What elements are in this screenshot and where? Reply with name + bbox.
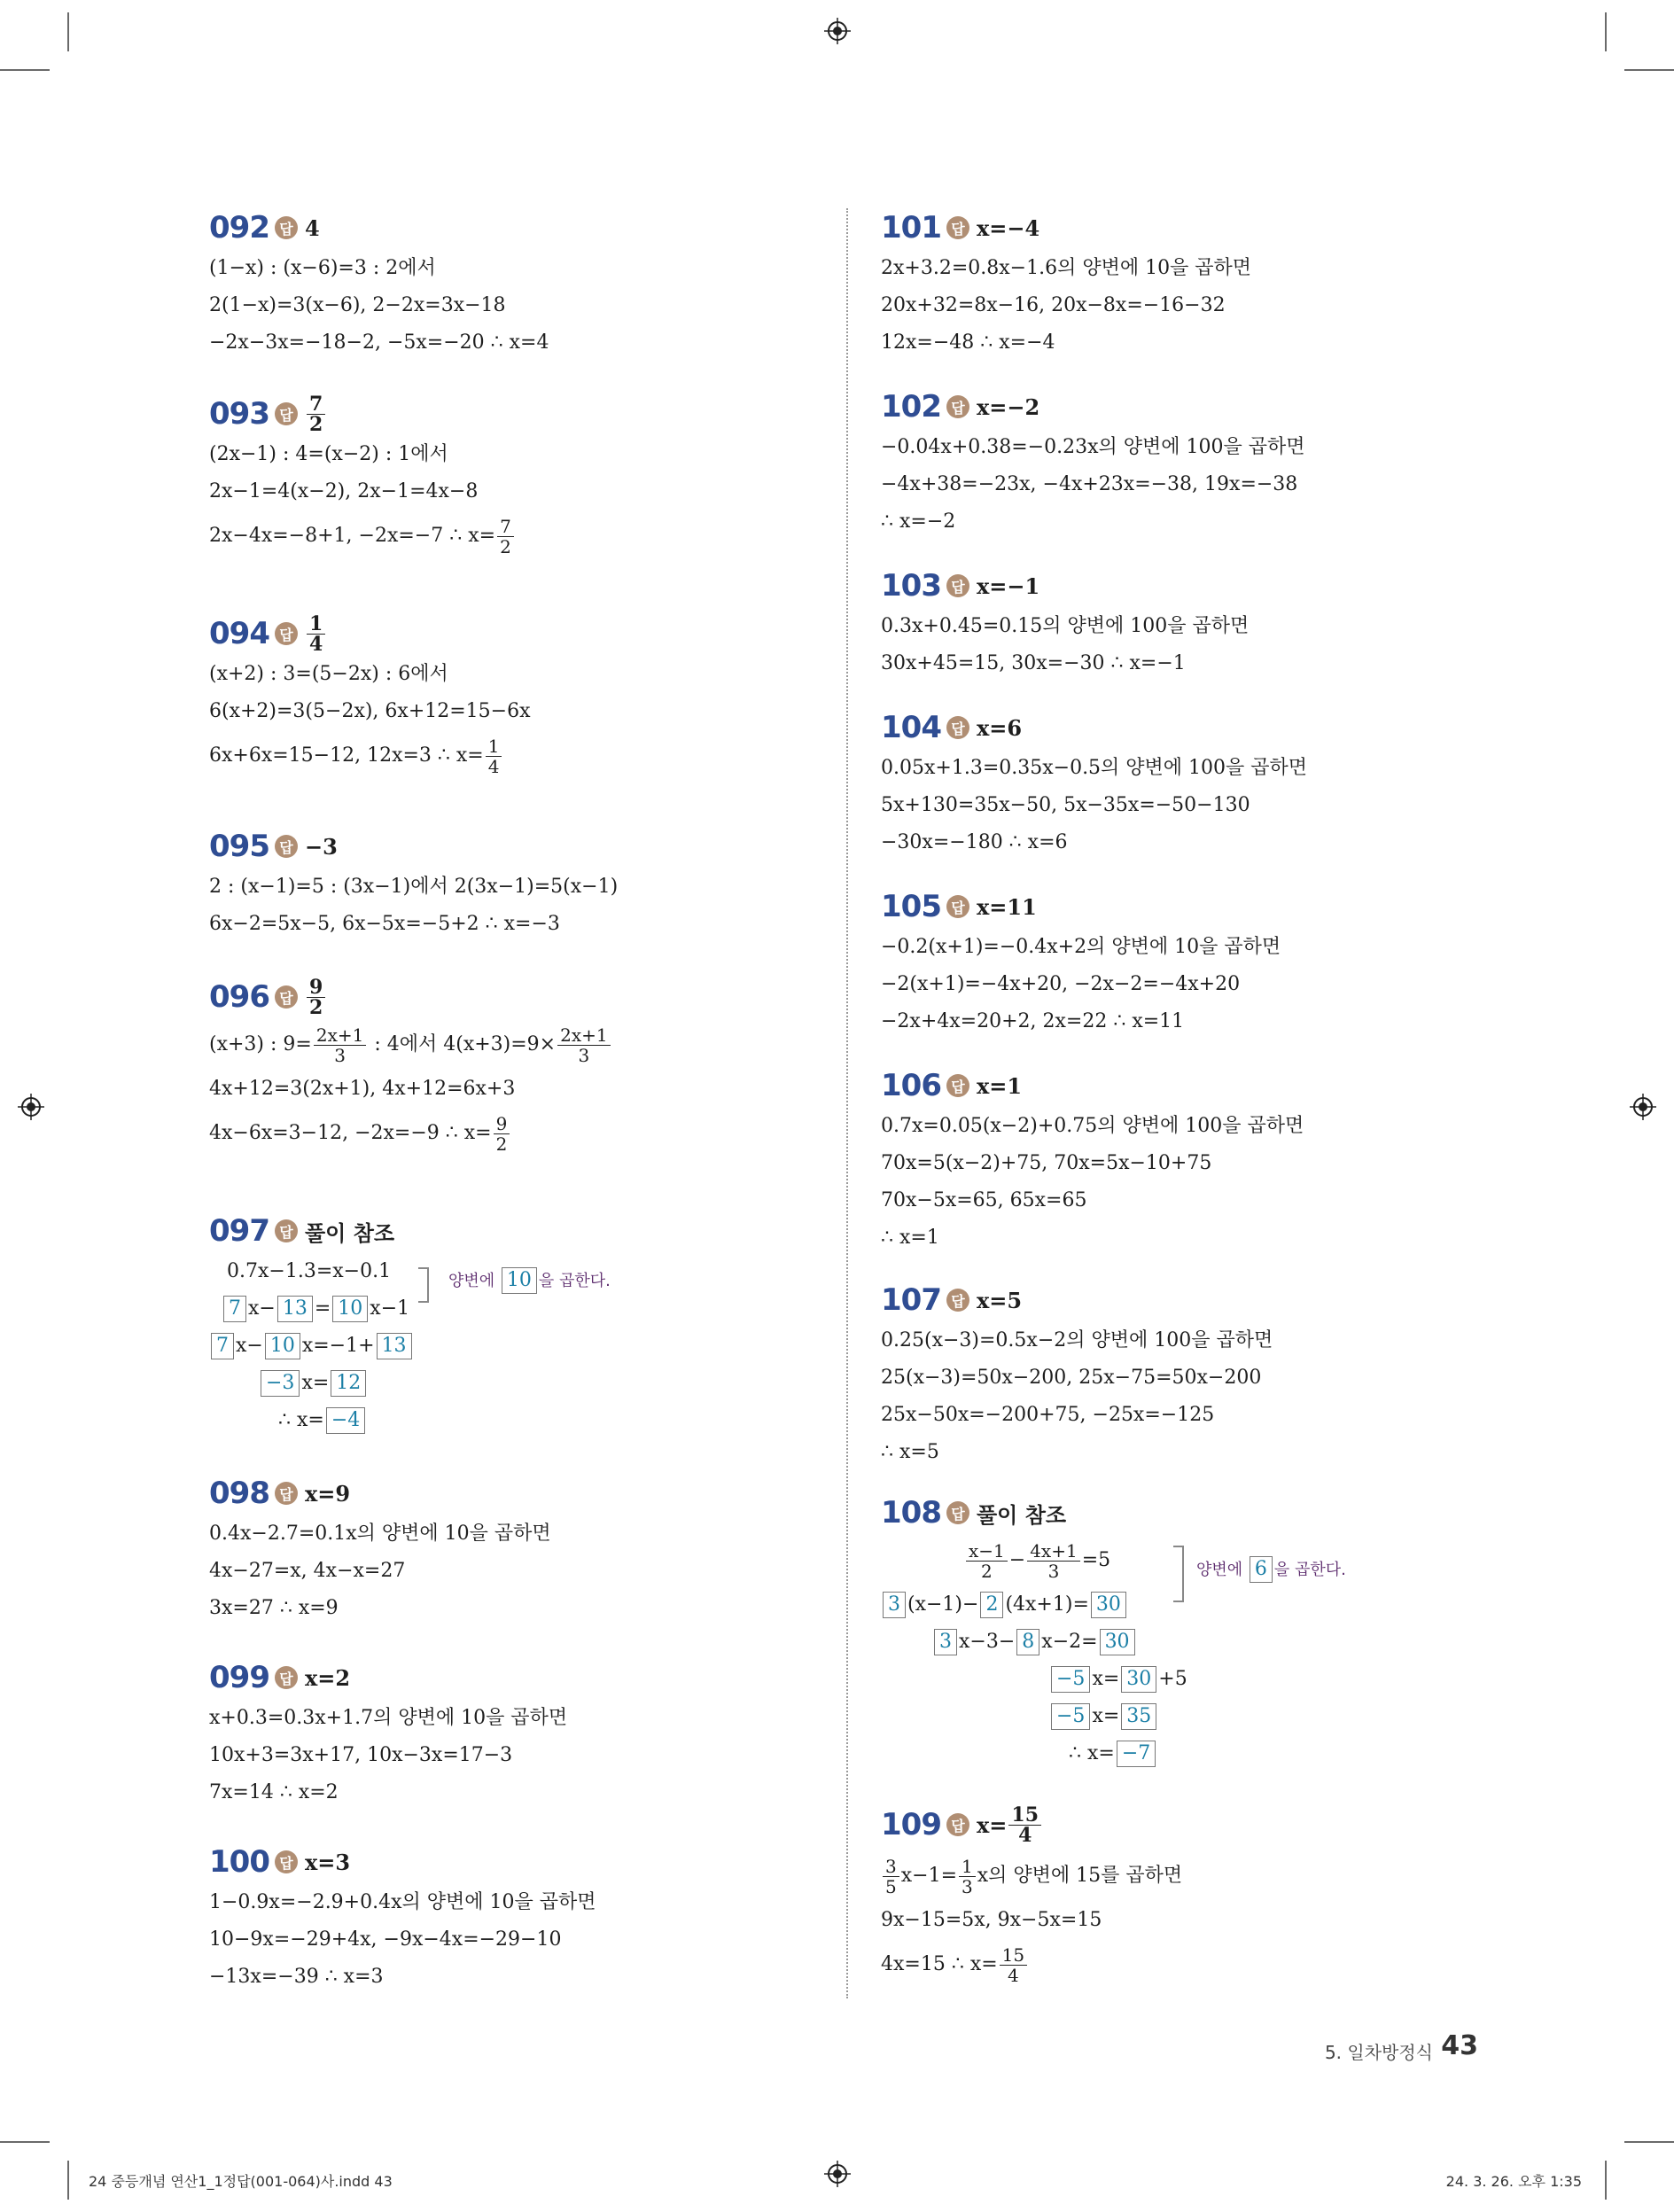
- problem-number: 109: [881, 1807, 941, 1842]
- answer-badge-icon: 답: [946, 574, 969, 597]
- problem-number: 092: [209, 210, 269, 245]
- registration-mark-icon: [1630, 1094, 1656, 1120]
- solution-line: −4x+38=−23x, −4x+23x=−38, 19x=−38: [881, 473, 1298, 495]
- answer-box: 10: [332, 1296, 368, 1322]
- fraction: $\frac{4x+1}{3}$: [1027, 1541, 1080, 1581]
- solution-line: 10−9x=−29+4x, −9x−4x=−29−10: [209, 1928, 562, 1951]
- solution-line: 2x−1=4(x−2), 2x−1=4x−8: [209, 480, 479, 502]
- solution-line: −3 x= 12: [209, 1365, 821, 1402]
- problem-107: [881, 1278, 1492, 1471]
- answer-fraction: $\frac{15}{4}$: [1008, 1805, 1041, 1845]
- problem-header: [881, 385, 1492, 429]
- problem-header: [209, 1471, 821, 1515]
- page-number: 43: [1441, 2030, 1478, 2061]
- answer: x=9: [305, 1480, 351, 1507]
- answer-box: 3: [934, 1629, 957, 1655]
- problem-header: [881, 1491, 1492, 1535]
- solution-line: −2x−3x=−18−2, −5x=−20 ∴ x=4: [209, 331, 549, 354]
- problem-number: 100: [209, 1844, 269, 1880]
- problem-103: [881, 564, 1492, 682]
- problem-099: [209, 1655, 821, 1811]
- crop-mark: [1605, 2161, 1607, 2200]
- solution-line: 25(x−3)=50x−200, 25x−75=50x−200: [881, 1367, 1262, 1389]
- solution-line: 6x+6x=15−12, 12x=3 ∴ x= $\frac{1}{4}$: [209, 730, 821, 782]
- answer: 풀이 참조: [305, 1220, 395, 1246]
- answer: x=: [977, 1811, 1008, 1838]
- answer: x=5: [977, 1287, 1023, 1313]
- problem-109: [881, 1799, 1492, 1990]
- answer-badge-icon: 답: [275, 216, 298, 239]
- solution-line: 7x=14 ∴ x=2: [209, 1781, 339, 1803]
- solution-line: 9x−15=5x, 9x−5x=15: [881, 1909, 1102, 1931]
- answer-badge-icon: 답: [275, 622, 298, 645]
- answer-badge-icon: 답: [275, 985, 298, 1009]
- note-bracket: [1173, 1546, 1184, 1602]
- answer-box: −3: [261, 1370, 300, 1397]
- solution-line: −5 x= 30 +5: [881, 1661, 1492, 1698]
- answer-box: 30: [1091, 1592, 1126, 1618]
- answer-badge-icon: 답: [946, 1289, 969, 1312]
- crop-mark: [67, 2161, 69, 2200]
- problem-096: [209, 975, 821, 1159]
- problem-number: 101: [881, 210, 941, 245]
- problem-number: 107: [881, 1282, 941, 1318]
- solution-line: 3 x−3− 8 x−2= 30: [881, 1624, 1492, 1661]
- registration-mark-icon: [824, 2161, 851, 2187]
- crop-mark: [0, 2141, 50, 2143]
- solution-line: ∴ x= −4: [209, 1402, 821, 1439]
- solution-line: 70x=5(x−2)+75, 70x=5x−10+75: [881, 1152, 1212, 1174]
- answer-badge-icon: 답: [946, 1813, 969, 1836]
- problem-header: [209, 1840, 821, 1884]
- solution-line: ∴ x=5: [881, 1441, 939, 1463]
- solution-line: 3 (x−1)− 2 (4x+1)= 30: [881, 1586, 1492, 1624]
- solution-line: 6x−2=5x−5, 6x−5x=−5+2 ∴ x=−3: [209, 913, 560, 935]
- problem-header: [881, 884, 1492, 929]
- multiply-note: 양변에 6 을 곱한다.: [1196, 1556, 1346, 1583]
- answer: x=11: [977, 893, 1037, 920]
- problem-number: 097: [209, 1213, 269, 1249]
- problem-number: 094: [209, 616, 269, 651]
- problem-number: 102: [881, 389, 941, 424]
- solution-line: 4x−6x=3−12, −2x=−9 ∴ x= $\frac{9}{2}$: [209, 1108, 821, 1159]
- problem-header: [881, 1278, 1492, 1322]
- fraction: $\frac{2x+1}{3}$: [314, 1025, 367, 1065]
- answer-box: 12: [331, 1370, 366, 1397]
- solution-line: (x+3) : 9= $\frac{2x+1}{3}$ : 4에서 4(x+3)=9× $\frac{2x+1}{3}$: [209, 1019, 821, 1071]
- problem-number: 103: [881, 568, 941, 604]
- solution-line: −2(x+1)=−4x+20, −2x−2=−4x+20: [881, 973, 1241, 995]
- answer-badge-icon: 답: [946, 216, 969, 239]
- solution-line: 1−0.9x=−2.9+0.4x의 양변에 10을 곱하면: [209, 1891, 596, 1913]
- solution-line: ∴ x= −7: [881, 1735, 1492, 1772]
- problem-108: [881, 1491, 1492, 1772]
- problem-header: [209, 611, 821, 656]
- answer-box: 8: [1016, 1629, 1039, 1655]
- answer-box: 6: [1250, 1556, 1273, 1583]
- answer-box: 10: [265, 1333, 300, 1359]
- answer-box: 2: [980, 1592, 1003, 1618]
- crop-mark: [67, 12, 69, 51]
- answer-box: 35: [1121, 1703, 1156, 1730]
- problem-number: 099: [209, 1660, 269, 1695]
- answer: x=3: [305, 1849, 351, 1875]
- solution-line: 6(x+2)=3(5−2x), 6x+12=15−6x: [209, 700, 531, 722]
- registration-mark-icon: [18, 1094, 44, 1120]
- problem-number: 096: [209, 979, 269, 1015]
- solution-line: 2x−4x=−8+1, −2x=−7 ∴ x= $\frac{7}{2}$: [209, 510, 821, 562]
- problem-101: [881, 206, 1492, 362]
- problem-number: 105: [881, 889, 941, 924]
- answer-box: −5: [1051, 1703, 1090, 1730]
- problem-number: 095: [209, 829, 269, 864]
- solution-line: 10x+3=3x+17, 10x−3x=17−3: [209, 1744, 513, 1766]
- problem-header: [881, 206, 1492, 250]
- solution-line: 0.7x−1.3=x−0.1: [227, 1260, 392, 1282]
- problem-header: [209, 1209, 821, 1253]
- crop-mark: [0, 69, 50, 71]
- problem-100: [209, 1840, 821, 1996]
- answer: 4: [305, 214, 320, 241]
- note-bracket: [418, 1267, 429, 1303]
- problem-header: [209, 206, 821, 250]
- solution-line: 0.7x=0.05(x−2)+0.75의 양변에 100을 곱하면: [881, 1115, 1304, 1137]
- problem-092: [209, 206, 821, 362]
- solution-line: x+0.3=0.3x+1.7의 양변에 10을 곱하면: [209, 1707, 568, 1729]
- solution-line: 0.05x+1.3=0.35x−0.5의 양변에 100을 곱하면: [881, 757, 1308, 779]
- answer-box: −5: [1051, 1666, 1090, 1693]
- problem-104: [881, 705, 1492, 861]
- fraction: $\frac{1}{3}$: [959, 1857, 976, 1897]
- answer-badge-icon: 답: [275, 835, 298, 858]
- problem-header: [209, 975, 821, 1019]
- crop-mark: [1624, 2141, 1674, 2143]
- problem-header: [881, 705, 1492, 750]
- solution-line: 3x=27 ∴ x=9: [209, 1597, 339, 1619]
- fraction: $\frac{9}{2}$: [494, 1114, 510, 1154]
- solution-line: −30x=−180 ∴ x=6: [881, 831, 1068, 853]
- problem-102: [881, 385, 1492, 541]
- solution-line: 20x+32=8x−16, 20x−8x=−16−32: [881, 294, 1226, 316]
- problem-header: [209, 392, 821, 436]
- answer-box: −4: [326, 1407, 365, 1434]
- solution-line: 7 x− 13 = 10 x−1: [209, 1290, 821, 1328]
- chapter-title: 5. 일차방정식: [1324, 2042, 1433, 2063]
- multiply-note: 양변에 10 을 곱한다.: [448, 1267, 611, 1294]
- problem-header: [209, 1655, 821, 1700]
- problem-number: 104: [881, 710, 941, 745]
- problem-094: [209, 611, 821, 782]
- problem-header: [881, 564, 1492, 608]
- solution-line: 0.3x+0.45=0.15의 양변에 100을 곱하면: [881, 615, 1250, 637]
- solution-line: 70x−5x=65, 65x=65: [881, 1189, 1087, 1211]
- solution-line: (2x−1) : 4=(x−2) : 1에서: [209, 443, 448, 465]
- crop-mark: [1624, 69, 1674, 71]
- solution-line: 4x−27=x, 4x−x=27: [209, 1560, 406, 1582]
- file-slug: 24 중등개념 연산1_1정답(001-064)사.indd 43: [89, 2173, 393, 2190]
- answer-box: 3: [883, 1592, 906, 1618]
- crop-mark: [1605, 12, 1607, 51]
- solution-line: ∴ x=1: [881, 1227, 939, 1249]
- problem-093: [209, 392, 821, 562]
- answer-badge-icon: 답: [946, 395, 969, 418]
- answer-badge-icon: 답: [946, 1074, 969, 1097]
- solution-line: $\frac{3}{5}$ x−1= $\frac{1}{3}$ x의 양변에 15를 곱하면: [881, 1850, 1492, 1902]
- problem-098: [209, 1471, 821, 1627]
- solution-line: −0.2(x+1)=−0.4x+2의 양변에 10을 곱하면: [881, 936, 1281, 958]
- problem-header: [881, 1799, 1492, 1850]
- problem-header: [881, 1063, 1492, 1108]
- fraction: $\frac{7}{2}$: [497, 517, 514, 557]
- answer: x=6: [977, 714, 1023, 741]
- answer-box: 7: [211, 1333, 234, 1359]
- problem-106: [881, 1063, 1492, 1257]
- solution-line: 2(1−x)=3(x−6), 2−2x=3x−18: [209, 294, 506, 316]
- answer-box: 30: [1121, 1666, 1156, 1693]
- solution-line: 7 x− 10 x=−1+ 13: [209, 1328, 821, 1365]
- answer: x=−4: [977, 214, 1040, 241]
- problem-number: 106: [881, 1068, 941, 1103]
- answer-box: 13: [377, 1333, 412, 1359]
- answer-box: 30: [1100, 1629, 1135, 1655]
- answer-badge-icon: 답: [946, 716, 969, 739]
- answer-badge-icon: 답: [275, 402, 298, 425]
- answer-badge-icon: 답: [275, 1666, 298, 1689]
- answer-box: 7: [223, 1296, 246, 1322]
- solution-line: −13x=−39 ∴ x=3: [209, 1966, 384, 1988]
- solution-line: ∴ x=−2: [881, 510, 956, 533]
- solution-line: −2x+4x=20+2, 2x=22 ∴ x=11: [881, 1010, 1185, 1032]
- answer: x=−2: [977, 393, 1040, 420]
- answer-box: −7: [1117, 1741, 1156, 1767]
- solution-line: 2 : (x−1)=5 : (3x−1)에서 2(3x−1)=5(x−1): [209, 876, 619, 898]
- answer-fraction: $\frac{1}{4}$: [307, 614, 325, 654]
- solution-line: 25x−50x=−200+75, −25x=−125: [881, 1404, 1215, 1426]
- solution-line: −0.04x+0.38=−0.23x의 양변에 100을 곱하면: [881, 436, 1305, 458]
- column-divider: [846, 208, 848, 1998]
- problem-number: 093: [209, 396, 269, 432]
- solution-line: (x+2) : 3=(5−2x) : 6에서: [209, 663, 448, 685]
- answer-badge-icon: 답: [275, 1219, 298, 1242]
- solution-line: 4x=15 ∴ x= $\frac{15}{4}$: [881, 1939, 1492, 1990]
- problem-095: [209, 824, 821, 943]
- problem-105: [881, 884, 1492, 1040]
- solution-line: 0.4x−2.7=0.1x의 양변에 10을 곱하면: [209, 1523, 551, 1545]
- solution-line: 4x+12=3(2x+1), 4x+12=6x+3: [209, 1078, 516, 1100]
- solution-line: 5x+130=35x−50, 5x−35x=−50−130: [881, 794, 1250, 816]
- fraction: $\frac{2x+1}{3}$: [557, 1025, 611, 1065]
- answer: x=−1: [977, 572, 1040, 599]
- answer-box: 13: [277, 1296, 313, 1322]
- answer-fraction: $\frac{9}{2}$: [307, 977, 325, 1017]
- solution-line: 2x+3.2=0.8x−1.6의 양변에 10을 곱하면: [881, 257, 1252, 279]
- answer-fraction: $\frac{7}{2}$: [307, 394, 325, 434]
- answer-box: 10: [502, 1267, 537, 1294]
- answer: −3: [305, 833, 338, 860]
- registration-mark-icon: [824, 18, 851, 44]
- solution-line: −5 x= 35: [881, 1698, 1492, 1735]
- answer: 풀이 참조: [977, 1502, 1067, 1528]
- fraction: $\frac{15}{4}$: [1000, 1945, 1027, 1985]
- solution-line: 12x=−48 ∴ x=−4: [881, 331, 1055, 354]
- problem-097: [209, 1209, 821, 1439]
- answer-badge-icon: 답: [946, 1501, 969, 1524]
- answer: x=2: [305, 1664, 351, 1691]
- answer-badge-icon: 답: [946, 895, 969, 918]
- answer-badge-icon: 답: [275, 1482, 298, 1505]
- solution-line: 0.25(x−3)=0.5x−2의 양변에 100을 곱하면: [881, 1329, 1273, 1351]
- fraction: $\frac{3}{5}$: [883, 1857, 899, 1897]
- answer: x=1: [977, 1072, 1023, 1099]
- solution-line: (1−x) : (x−6)=3 : 2에서: [209, 257, 436, 279]
- problem-number: 108: [881, 1495, 941, 1530]
- problem-header: [209, 824, 821, 868]
- solution-line: 30x+45=15, 30x=−30 ∴ x=−1: [881, 652, 1186, 674]
- fraction: $\frac{1}{4}$: [486, 736, 502, 776]
- solution-line: $\frac{x-1}{2}$ − $\frac{4x+1}{3}$ =5: [881, 1535, 1492, 1586]
- fraction: $\frac{x-1}{2}$: [966, 1541, 1008, 1581]
- problem-number: 098: [209, 1476, 269, 1511]
- answer-badge-icon: 답: [275, 1850, 298, 1873]
- print-timestamp: 24. 3. 26. 오후 1:35: [1445, 2173, 1582, 2190]
